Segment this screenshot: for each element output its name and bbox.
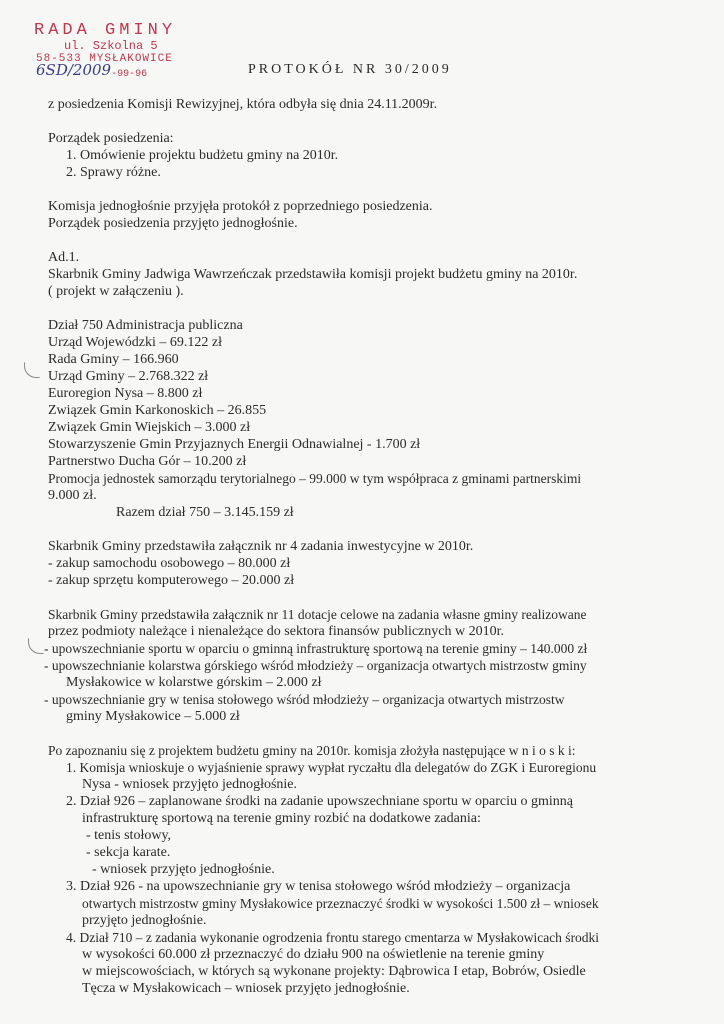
stamp-line-4-rest: -99-96 bbox=[111, 69, 148, 80]
adoption-line: Porządek posiedzenia przyjęto jednogłośnie. bbox=[48, 216, 298, 231]
intro-line: z posiedzenia Komisji Rewizyjnej, która odbyła się dnia 24.11.2009r. bbox=[48, 97, 438, 112]
motion-line: - wniosek przyjęto jednogłośnie. bbox=[92, 862, 275, 877]
motion-line: infrastrukturę sportową na terenie gminy rozbić na dodatkowe zadania: bbox=[82, 811, 481, 826]
motion-line: 1. Komisja wnioskuje o wyjaśnienie sprawy wypłat ryczałtu dla delegatów do ZGK i Euroregionu bbox=[66, 760, 597, 775]
punch-hole-mark bbox=[24, 362, 40, 378]
attachment-11-line: Skarbnik Gminy przedstawiła załącznik nr 11 dotacje celowe na zadania własne gminy realizowane bbox=[48, 607, 587, 622]
attachment-4-line: - zakup samochodu osobowego – 80.000 zł bbox=[48, 556, 291, 571]
attachment-11-line: gminy Mysłakowice – 5.000 zł bbox=[66, 709, 240, 724]
section-ad1: Ad.1. bbox=[48, 250, 80, 265]
motion-line: 4. Dział 710 – z zadania wykonanie ogrodzenia frontu starego cmentarza w Mysłakowicach środki bbox=[66, 930, 600, 945]
section-750-line: Związek Gmin Wiejskich – 3.000 zł bbox=[48, 420, 251, 435]
section-750-line: Partnerstwo Ducha Gór – 10.200 zł bbox=[48, 454, 247, 469]
attachment-4-line: - zakup sprzętu komputerowego – 20.000 zł bbox=[48, 573, 295, 588]
section-750-line: Stowarzyszenie Gmin Przyjaznych Energii Odnawialnej - 1.700 zł bbox=[48, 437, 421, 452]
attachment-11-line: - upowszechnianie gry w tenisa stołowego wśród młodzieży – organizacja otwartych mistrzostw bbox=[44, 692, 565, 707]
document-title: PROTOKÓŁ NR 30/2009 bbox=[248, 62, 452, 77]
section-750-line: Urząd Wojewódzki – 69.122 zł bbox=[48, 335, 222, 350]
stamp-line-4 bbox=[36, 61, 224, 81]
attachment-11-line: przez podmioty należące i nienależące do sektora finansów publicznych w 2010r. bbox=[48, 624, 504, 639]
stamp-line-1: RADA GMINY bbox=[34, 21, 177, 40]
motion-line: Nysa - wniosek przyjęto jednogłośnie. bbox=[82, 777, 298, 792]
agenda-item: 2. Sprawy różne. bbox=[66, 165, 161, 180]
handwritten-number: 6SD/2009 bbox=[36, 61, 112, 79]
section-750-total: Razem dział 750 – 3.145.159 zł bbox=[116, 505, 294, 520]
motion-line: Tęcza w Mysłakowicach – wniosek przyjęto jednogłośnie. bbox=[82, 981, 410, 996]
attachment-11-line: - upowszechnianie kolarstwa górskiego wśród młodzieży – organizacja otwartych mistrzostw gminy bbox=[44, 658, 587, 673]
treasurer-intro: ( projekt w załączeniu ). bbox=[48, 284, 184, 299]
motion-line: przyjęto jednogłośnie. bbox=[82, 913, 207, 928]
section-750-line: Dział 750 Administracja publiczna bbox=[48, 318, 243, 333]
section-750-line: 9.000 zł. bbox=[48, 488, 97, 503]
section-750-line: Związek Gmin Karkonoskich – 26.855 bbox=[48, 403, 267, 418]
section-750-line: Euroregion Nysa – 8.800 zł bbox=[48, 386, 203, 401]
council-stamp bbox=[34, 22, 224, 81]
motion-line: - sekcja karate. bbox=[86, 845, 171, 860]
punch-hole-mark bbox=[28, 638, 44, 654]
motion-line: otwartych mistrzostw gminy Mysłakowice przeznaczyć środki w wysokości 1.500 zł – wniosek bbox=[82, 896, 599, 911]
adoption-line: Komisja jednogłośnie przyjęła protokół z poprzedniego posiedzenia. bbox=[48, 199, 433, 214]
stamp-line-3: 58-533 MYSŁAKOWICE bbox=[36, 53, 173, 65]
section-750-line: Rada Gminy – 166.960 bbox=[48, 352, 179, 367]
attachment-11-line: Mysłakowice w kolarstwe górskim – 2.000 zł bbox=[66, 675, 322, 690]
motion-line: w miejscowościach, w których są wykonane projekty: Dąbrowica I etap, Bobrów, Osiedle bbox=[82, 964, 586, 979]
motion-line: 3. Dział 926 - na upowszechnianie gry w tenisa stołowego wśród młodzieży – organizacja bbox=[66, 879, 571, 894]
treasurer-intro: Skarbnik Gminy Jadwiga Wawrzeńczak przedstawiła komisji projekt budżetu gminy na 2010r. bbox=[48, 267, 578, 282]
motion-line: w wysokości 60.000 zł przeznaczyć do działu 900 na oświetlenie na terenie gminy bbox=[82, 947, 545, 962]
agenda-heading: Porządek posiedzenia: bbox=[48, 131, 174, 146]
motions-intro: Po zapoznaniu się z projektem budżetu gminy na 2010r. komisja złożyła następujące w n i o s k i: bbox=[48, 743, 576, 758]
motion-line: 2. Dział 926 – zaplanowane środki na zadanie upowszechniane sportu w oparciu o gminną bbox=[66, 794, 573, 809]
attachment-11-line: - upowszechnianie sportu w oparciu o gminną infrastrukturę sportową na terenie gminy – 140.000 zł bbox=[44, 641, 588, 656]
attachment-4-line: Skarbnik Gminy przedstawiła załącznik nr 4 zadania inwestycyjne w 2010r. bbox=[48, 539, 474, 554]
section-750-line: Promocja jednostek samorządu terytorialnego – 99.000 w tym współpraca z gminami partnerskimi bbox=[48, 471, 582, 486]
motion-line: - tenis stołowy, bbox=[86, 828, 172, 843]
stamp-line-2: ul. Szkolna 5 bbox=[64, 39, 158, 53]
agenda-item: 1. Omówienie projektu budżetu gminy na 2010r. bbox=[66, 148, 339, 163]
section-750-line: Urząd Gminy – 2.768.322 zł bbox=[48, 369, 209, 384]
